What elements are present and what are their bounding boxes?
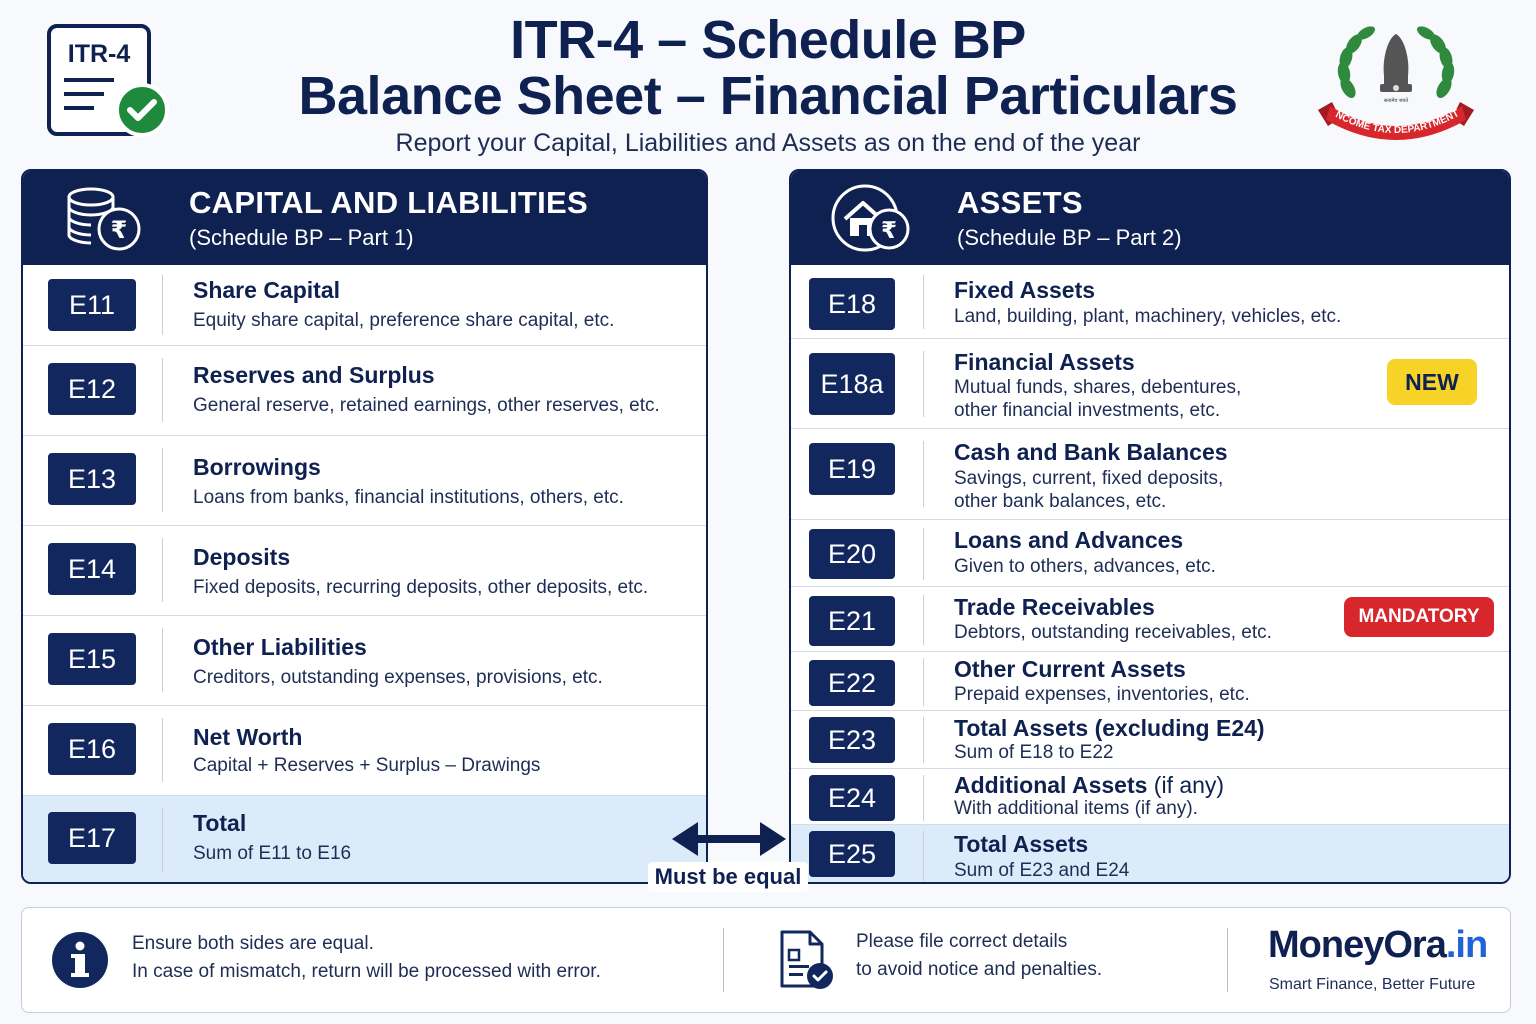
table-row-e23 [791, 710, 1509, 768]
row-title [954, 772, 1224, 799]
new-badge: NEW [1387, 359, 1477, 405]
svg-text:₹: ₹ [880, 218, 898, 244]
row-description-line1: Savings, current, fixed deposits, [954, 468, 1224, 489]
row-description: Equity share capital, preference share capital, etc. [193, 310, 615, 331]
row-title-suffix: (if any) [1147, 772, 1225, 798]
table-row-e13 [23, 435, 706, 525]
income-tax-department-emblem [1310, 18, 1482, 146]
row-description: Given to others, advances, etc. [954, 556, 1216, 577]
table-row-e21 [791, 586, 1509, 651]
row-title: Other Liabilities [193, 634, 367, 660]
row-title: Reserves and Surplus [193, 362, 435, 388]
assets-title: ASSETS [957, 185, 1083, 220]
footer-note [21, 907, 1511, 1013]
brand-tagline: Smart Finance, Better Future [1269, 976, 1476, 993]
footer-note-line1: Ensure both sides are equal. [132, 933, 374, 954]
capital-liabilities-title: CAPITAL AND LIABILITIES [189, 185, 588, 220]
header-title-block [240, 12, 1296, 158]
coins-rupee-icon [61, 183, 145, 253]
row-code: E18a [809, 353, 895, 415]
brand-name: MoneyOra [1268, 924, 1446, 966]
table-row-e22 [791, 651, 1509, 710]
row-title: Total Assets (excluding E24) [954, 715, 1265, 741]
row-code: E16 [48, 723, 136, 775]
row-code: E17 [48, 812, 136, 864]
row-description: Loans from banks, financial institutions, others, etc. [193, 487, 624, 508]
svg-text:₹: ₹ [110, 216, 128, 244]
table-row-e24 [791, 768, 1509, 824]
brand-logo [1268, 924, 1487, 967]
table-row-e12 [23, 345, 706, 435]
row-code: E18 [809, 278, 895, 330]
row-code: E21 [809, 596, 895, 646]
footer-note-line2: In case of mismatch, return will be processed with error. [132, 961, 601, 982]
row-description-line2: other bank balances, etc. [954, 491, 1167, 512]
page-title: ITR-4 – Schedule BP [510, 10, 1026, 70]
svg-text:सत्यमेव जयते: सत्यमेव जयते [1383, 98, 1409, 104]
document-check-icon [776, 928, 836, 992]
row-code: E24 [809, 775, 895, 821]
footer-advice-line2: to avoid notice and penalties. [856, 959, 1103, 980]
row-title: Net Worth [193, 724, 303, 750]
row-title-main: Additional Assets [954, 772, 1148, 798]
row-code: E14 [48, 543, 136, 595]
doc-icon-label: ITR-4 [67, 40, 131, 68]
brand-domain: .in [1445, 924, 1488, 966]
row-code: E13 [48, 453, 136, 505]
row-code: E25 [809, 831, 895, 877]
emblem-ribbon-text: NCOME TAX DEPARTMENT [1333, 108, 1462, 137]
row-code: E23 [809, 717, 895, 763]
row-description: With additional items (if any). [954, 798, 1198, 819]
row-title: Loans and Advances [954, 527, 1184, 553]
row-title: Total Assets [954, 831, 1089, 857]
table-row-e25-total [791, 824, 1509, 884]
table-row-e17-total [23, 795, 706, 884]
assets-header [791, 171, 1509, 265]
capital-liabilities-header [23, 171, 706, 265]
row-title: Trade Receivables [954, 594, 1155, 620]
page-subtitle: Report your Capital, Liabilities and Assets as on the end of the year [395, 129, 1141, 157]
row-title: Other Current Assets [954, 656, 1186, 682]
table-row-e20 [791, 519, 1509, 586]
row-code: E22 [809, 660, 895, 706]
row-title: Share Capital [193, 277, 340, 303]
row-description: Fixed deposits, recurring deposits, other deposits, etc. [193, 577, 649, 598]
row-code: E12 [48, 363, 136, 415]
row-title: Fixed Assets [954, 277, 1096, 303]
row-description: Debtors, outstanding receivables, etc. [954, 622, 1272, 643]
row-description: Land, building, plant, machinery, vehicles, etc. [954, 306, 1342, 327]
assets-subtitle: (Schedule BP – Part 2) [957, 225, 1182, 250]
table-row-e11 [23, 265, 706, 345]
double-arrow-icon [668, 816, 790, 862]
itr4-document-check-icon [46, 22, 170, 142]
info-icon [50, 930, 110, 990]
row-title: Deposits [193, 544, 291, 570]
row-description: Creditors, outstanding expenses, provisions, etc. [193, 667, 603, 688]
row-description: Prepaid expenses, inventories, etc. [954, 684, 1250, 705]
must-be-equal-label: Must be equal [648, 862, 808, 892]
row-title: Borrowings [193, 454, 321, 480]
capital-liabilities-subtitle: (Schedule BP – Part 1) [189, 225, 414, 250]
row-title: Financial Assets [954, 349, 1135, 375]
row-description: Sum of E11 to E16 [193, 843, 352, 864]
row-code: E19 [809, 443, 895, 495]
house-rupee-icon [829, 183, 913, 253]
row-title: Cash and Bank Balances [954, 439, 1228, 465]
assets-panel [789, 169, 1511, 884]
row-code: E20 [809, 529, 895, 579]
table-row-e16 [23, 705, 706, 795]
page-title-line2: Balance Sheet – Financial Particulars [298, 66, 1238, 126]
row-description: Sum of E23 and E24 [954, 860, 1130, 881]
row-description: Sum of E18 to E22 [954, 742, 1114, 763]
row-description-line2: other financial investments, etc. [954, 400, 1221, 421]
row-description-line1: Mutual funds, shares, debentures, [954, 377, 1242, 398]
table-row-e14 [23, 525, 706, 615]
mandatory-badge: MANDATORY [1344, 597, 1494, 637]
row-code: E15 [48, 633, 136, 685]
row-title: Total [193, 810, 247, 836]
capital-liabilities-panel [21, 169, 708, 884]
footer-advice-line1: Please file correct details [856, 931, 1068, 952]
table-row-e18a [791, 338, 1509, 428]
table-row-e19 [791, 428, 1509, 519]
row-code: E11 [48, 279, 136, 331]
table-row-e15 [23, 615, 706, 705]
row-description: Capital + Reserves + Surplus – Drawings [193, 755, 541, 776]
table-row-e18 [791, 265, 1509, 338]
row-description: General reserve, retained earnings, other reserves, etc. [193, 395, 660, 416]
